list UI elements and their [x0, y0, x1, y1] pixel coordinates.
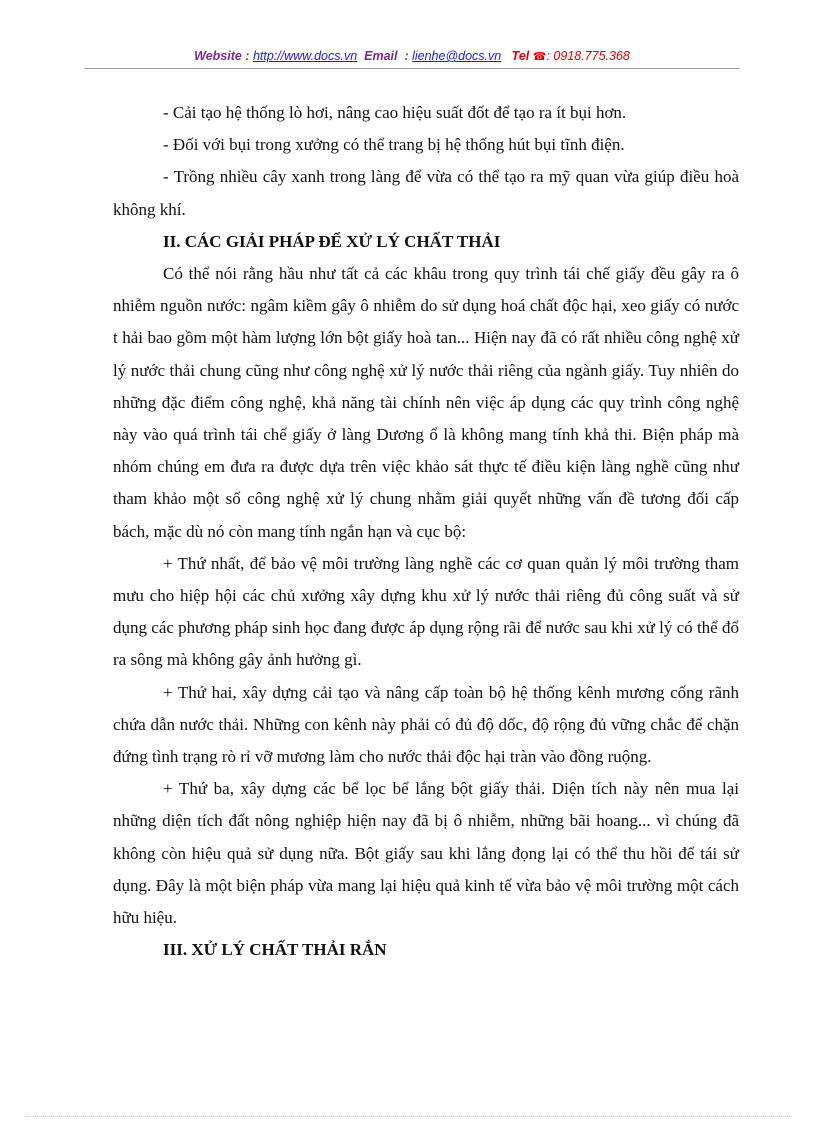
phone-icon: ☎	[532, 51, 547, 63]
section-heading: II. CÁC GIẢI PHÁP ĐỂ XỬ LÝ CHẤT THẢI	[163, 231, 501, 251]
body-paragraph: + Thứ nhất, để bảo vệ môi trường làng nghề các cơ quan quản lý môi trường tham mưu cho hiệp hội các chủ xưởng xây dựng khu xử lý nước thải riêng đủ công suất và sử dụng các phương pháp sinh học đang được áp dụng rộng rãi để nước sau khi xử lý có thể đổ ra sông mà không gây ảnh hưởng gì.	[113, 553, 739, 670]
email-link[interactable]: lienhe@docs.vn	[412, 49, 502, 63]
bullet-paragraph: - Trồng nhiều cây xanh trong làng để vừa có thể tạo ra mỹ quan vừa giúp điều hoà không khí.	[113, 167, 739, 219]
email-label: Email	[364, 49, 398, 63]
tel-number: : 0918.775.368	[546, 49, 630, 63]
footer-divider	[24, 1116, 792, 1117]
email-separator: :	[404, 49, 409, 63]
page-header	[84, 46, 740, 67]
website-link[interactable]: http://www.docs.vn	[252, 49, 358, 63]
body-paragraph: + Thứ ba, xây dựng các bể lọc bể lắng bột giấy thải. Diện tích này nên mua lại những diện tích đất nông nghiệp hiện nay đã bị ô nhiễm, những bãi hoang... vì chúng đã không còn hiệu quả sử dụng nữa. Bột giấy sau khi lắng đọng lại có thể thu hồi để tái sử dụng. Đây là một biện pháp vừa mang lại hiệu quả kinh tế vừa bảo vệ môi trường một cách hữu hiệu.	[113, 779, 739, 928]
bullet-paragraph: - Đối với bụi trong xưởng có thể trang bị hệ thống hút bụi tĩnh điện.	[163, 135, 625, 155]
header-divider	[84, 68, 740, 69]
section-heading: III. XỬ LÝ CHẤT THẢI RẮN	[163, 940, 387, 960]
tel-label: Tel	[511, 49, 530, 63]
body-paragraph: Có thể nói rằng hầu như tất cả các khâu trong quy trình tái chế giấy đều gây ra ô nhiễm nguồn nước: ngâm kiềm gây ô nhiễm do sử dụng hoá chất độc hại, xeo giấy có nước t hải bao gồm một hàm lượng lớn bột giấy hoà tan... Hiện nay đã có rất nhiều công nghệ xử lý nước thải chung cũng như công nghệ xử lý nước thải riêng của ngành giấy. Tuy nhiên do những đặc điểm công nghệ, khả năng tài chính nên việc áp dụng các quy trình công nghệ này vào quá trình tái chế giấy ở làng Dương ổ là không mang tính khả thi. Biện pháp mà nhóm chúng em đưa ra được dựa trên việc khảo sát thực tế điều kiện làng nghề cũng như tham khảo một số công nghệ xử lý chung nhằm giải quyết những vấn đề tương đối cấp bách, mặc dù nó còn mang tính ngắn hạn và cục bộ:	[113, 264, 739, 541]
document-body	[113, 97, 739, 966]
bullet-paragraph: - Cải tạo hệ thống lò hơi, nâng cao hiệu suất đốt để tạo ra ít bụi hơn.	[163, 103, 627, 122]
body-paragraph: + Thứ hai, xây dựng cải tạo và nâng cấp toàn bộ hệ thống kênh mương cống rãnh chứa dẫn nước thải. Những con kênh này phải có đủ độ dốc, độ rộng đủ vững chắc để chặn đứng tình trạng rò rỉ vỡ mương làm cho nước thải độc hại tràn vào đồng ruộng.	[113, 682, 739, 767]
website-label: Website :	[194, 49, 250, 63]
